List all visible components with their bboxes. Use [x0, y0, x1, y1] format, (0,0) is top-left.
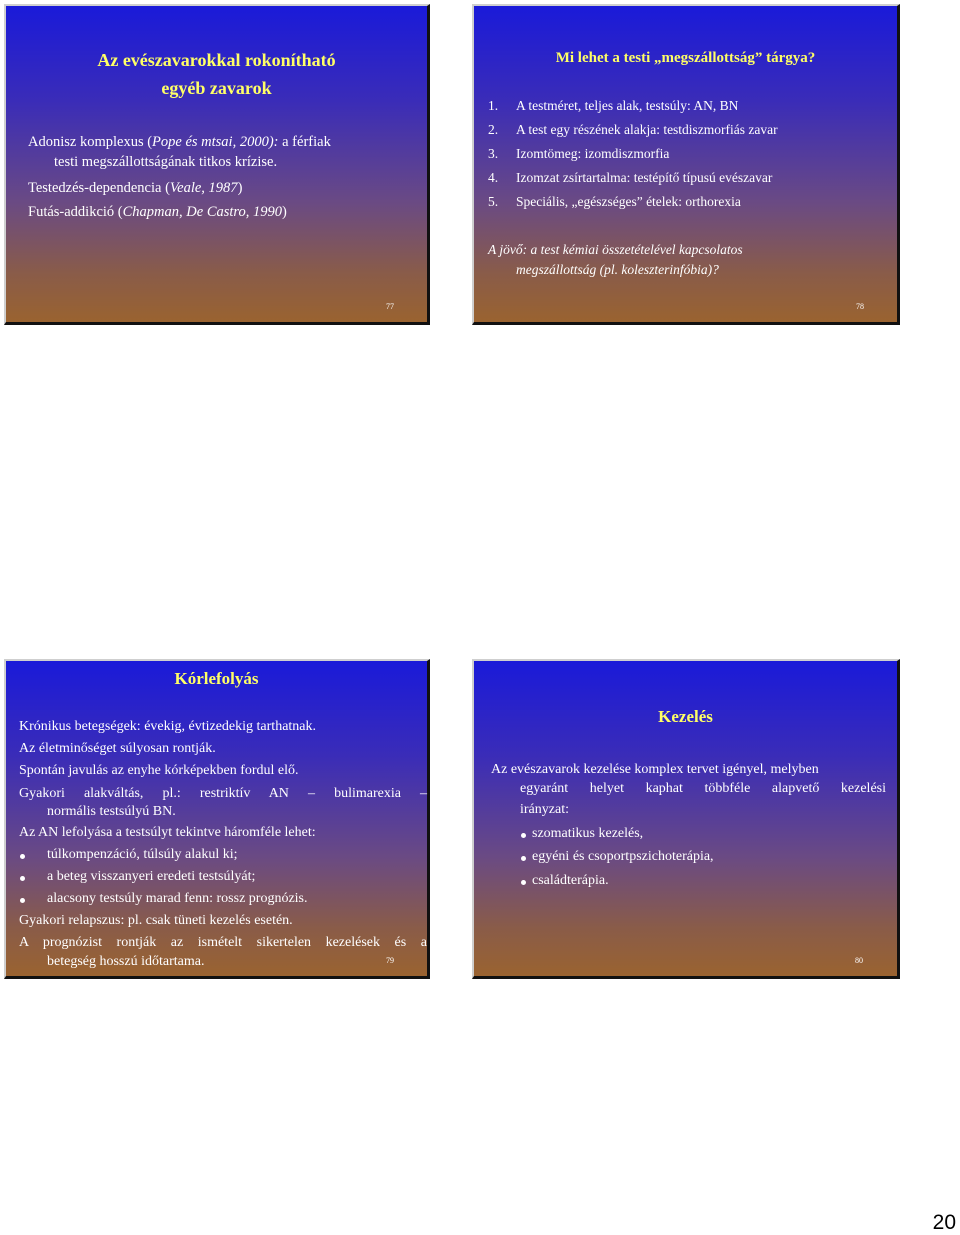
bullet-item: egyéni és csoportpszichoterápia,	[532, 849, 714, 864]
text-line: Az életminőséget súlyosan rontják.	[19, 741, 216, 756]
text-line: Futás-addikció (Chapman, De Castro, 1990)	[28, 204, 287, 220]
slide-number: 80	[855, 956, 863, 965]
text-line: A prognózist rontják az ismételt sikertelen kezelések és a	[19, 935, 427, 950]
list-item-text: A testméret, teljes alak, testsúly: AN, BN	[516, 98, 739, 113]
slide-80	[472, 659, 900, 979]
list-item-text: Izomzat zsírtartalma: testépítő típusú evészavar	[516, 170, 773, 185]
slide-number: 77	[386, 302, 394, 311]
slide-title-line: Az evészavarokkal rokonítható	[97, 50, 336, 70]
text-line: Gyakori relapszus: pl. csak tüneti kezelés esetén.	[19, 913, 293, 928]
text-line: betegség hosszú időtartama.	[47, 954, 205, 969]
list-item-text: Izomtömeg: izomdiszmorfia	[516, 146, 670, 161]
list-item-text: A test egy részének alakja: testdiszmorfiás zavar	[516, 122, 778, 137]
slide-title: Kezelés	[658, 707, 713, 726]
bullet-dot	[521, 856, 526, 861]
slide-78	[472, 4, 900, 325]
slide-title-line: egyéb zavarok	[161, 78, 272, 98]
bullet-dot	[521, 833, 526, 838]
list-item: 3.	[488, 146, 499, 161]
slide-number: 79	[386, 956, 394, 965]
list-item: 2.	[488, 122, 499, 137]
bullet-item: családterápia.	[532, 873, 609, 888]
bullet-item: alacsony testsúly marad fenn: rossz prognózis.	[47, 891, 308, 906]
slide-title: Kórlefolyás	[174, 669, 259, 688]
bullet-dot	[20, 854, 25, 859]
future-text-line: A jövő: a test kémiai összetételével kapcsolatos	[488, 242, 743, 257]
text-line: egyaránt helyet kaphat többféle alapvető kezelési	[520, 781, 886, 796]
slide-79	[4, 659, 430, 979]
bullet-dot	[521, 880, 526, 885]
text-line: Gyakori alakváltás, pl.: restriktív AN – bulimarexia –	[19, 786, 427, 801]
page-number: 20	[932, 1211, 956, 1234]
list-item: 5.	[488, 194, 499, 209]
slide-number: 78	[856, 302, 864, 311]
bullet-item: túlkompenzáció, túlsúly alakul ki;	[47, 847, 238, 862]
future-text-line: megszállottság (pl. koleszterinfóbia)?	[516, 262, 719, 277]
text-line: Spontán javulás az enyhe kórképekben fordul elő.	[19, 763, 299, 778]
text-line: Krónikus betegségek: évekig, évtizedekig tarthatnak.	[19, 719, 317, 734]
list-item-text: Speciális, „egészséges” ételek: orthorexia	[516, 194, 741, 209]
slide-77	[4, 4, 430, 325]
text-line: Az evészavarok kezelése komplex tervet igényel, melyben	[491, 762, 819, 777]
bullet-dot	[20, 898, 25, 903]
text-line: testi megszállottságának titkos krízise.	[54, 154, 278, 170]
text-line: Adonisz komplexus (Pope és mtsai, 2000): a férfiak	[28, 134, 331, 150]
text-line: Testedzés-dependencia (Veale, 1987)	[28, 180, 243, 196]
bullet-item: a beteg visszanyeri eredeti testsúlyát;	[47, 869, 256, 884]
list-item: 4.	[488, 170, 499, 185]
slide-title: Mi lehet a testi „megszállottság” tárgya?	[555, 50, 816, 66]
bullet-dot	[20, 876, 25, 881]
text-line: Az AN lefolyása a testsúlyt tekintve háromféle lehet:	[19, 825, 316, 840]
text-line: normális testsúlyú BN.	[47, 804, 176, 819]
text-line: irányzat:	[520, 802, 569, 817]
list-item: 1.	[488, 98, 499, 113]
bullet-item: szomatikus kezelés,	[532, 826, 644, 841]
